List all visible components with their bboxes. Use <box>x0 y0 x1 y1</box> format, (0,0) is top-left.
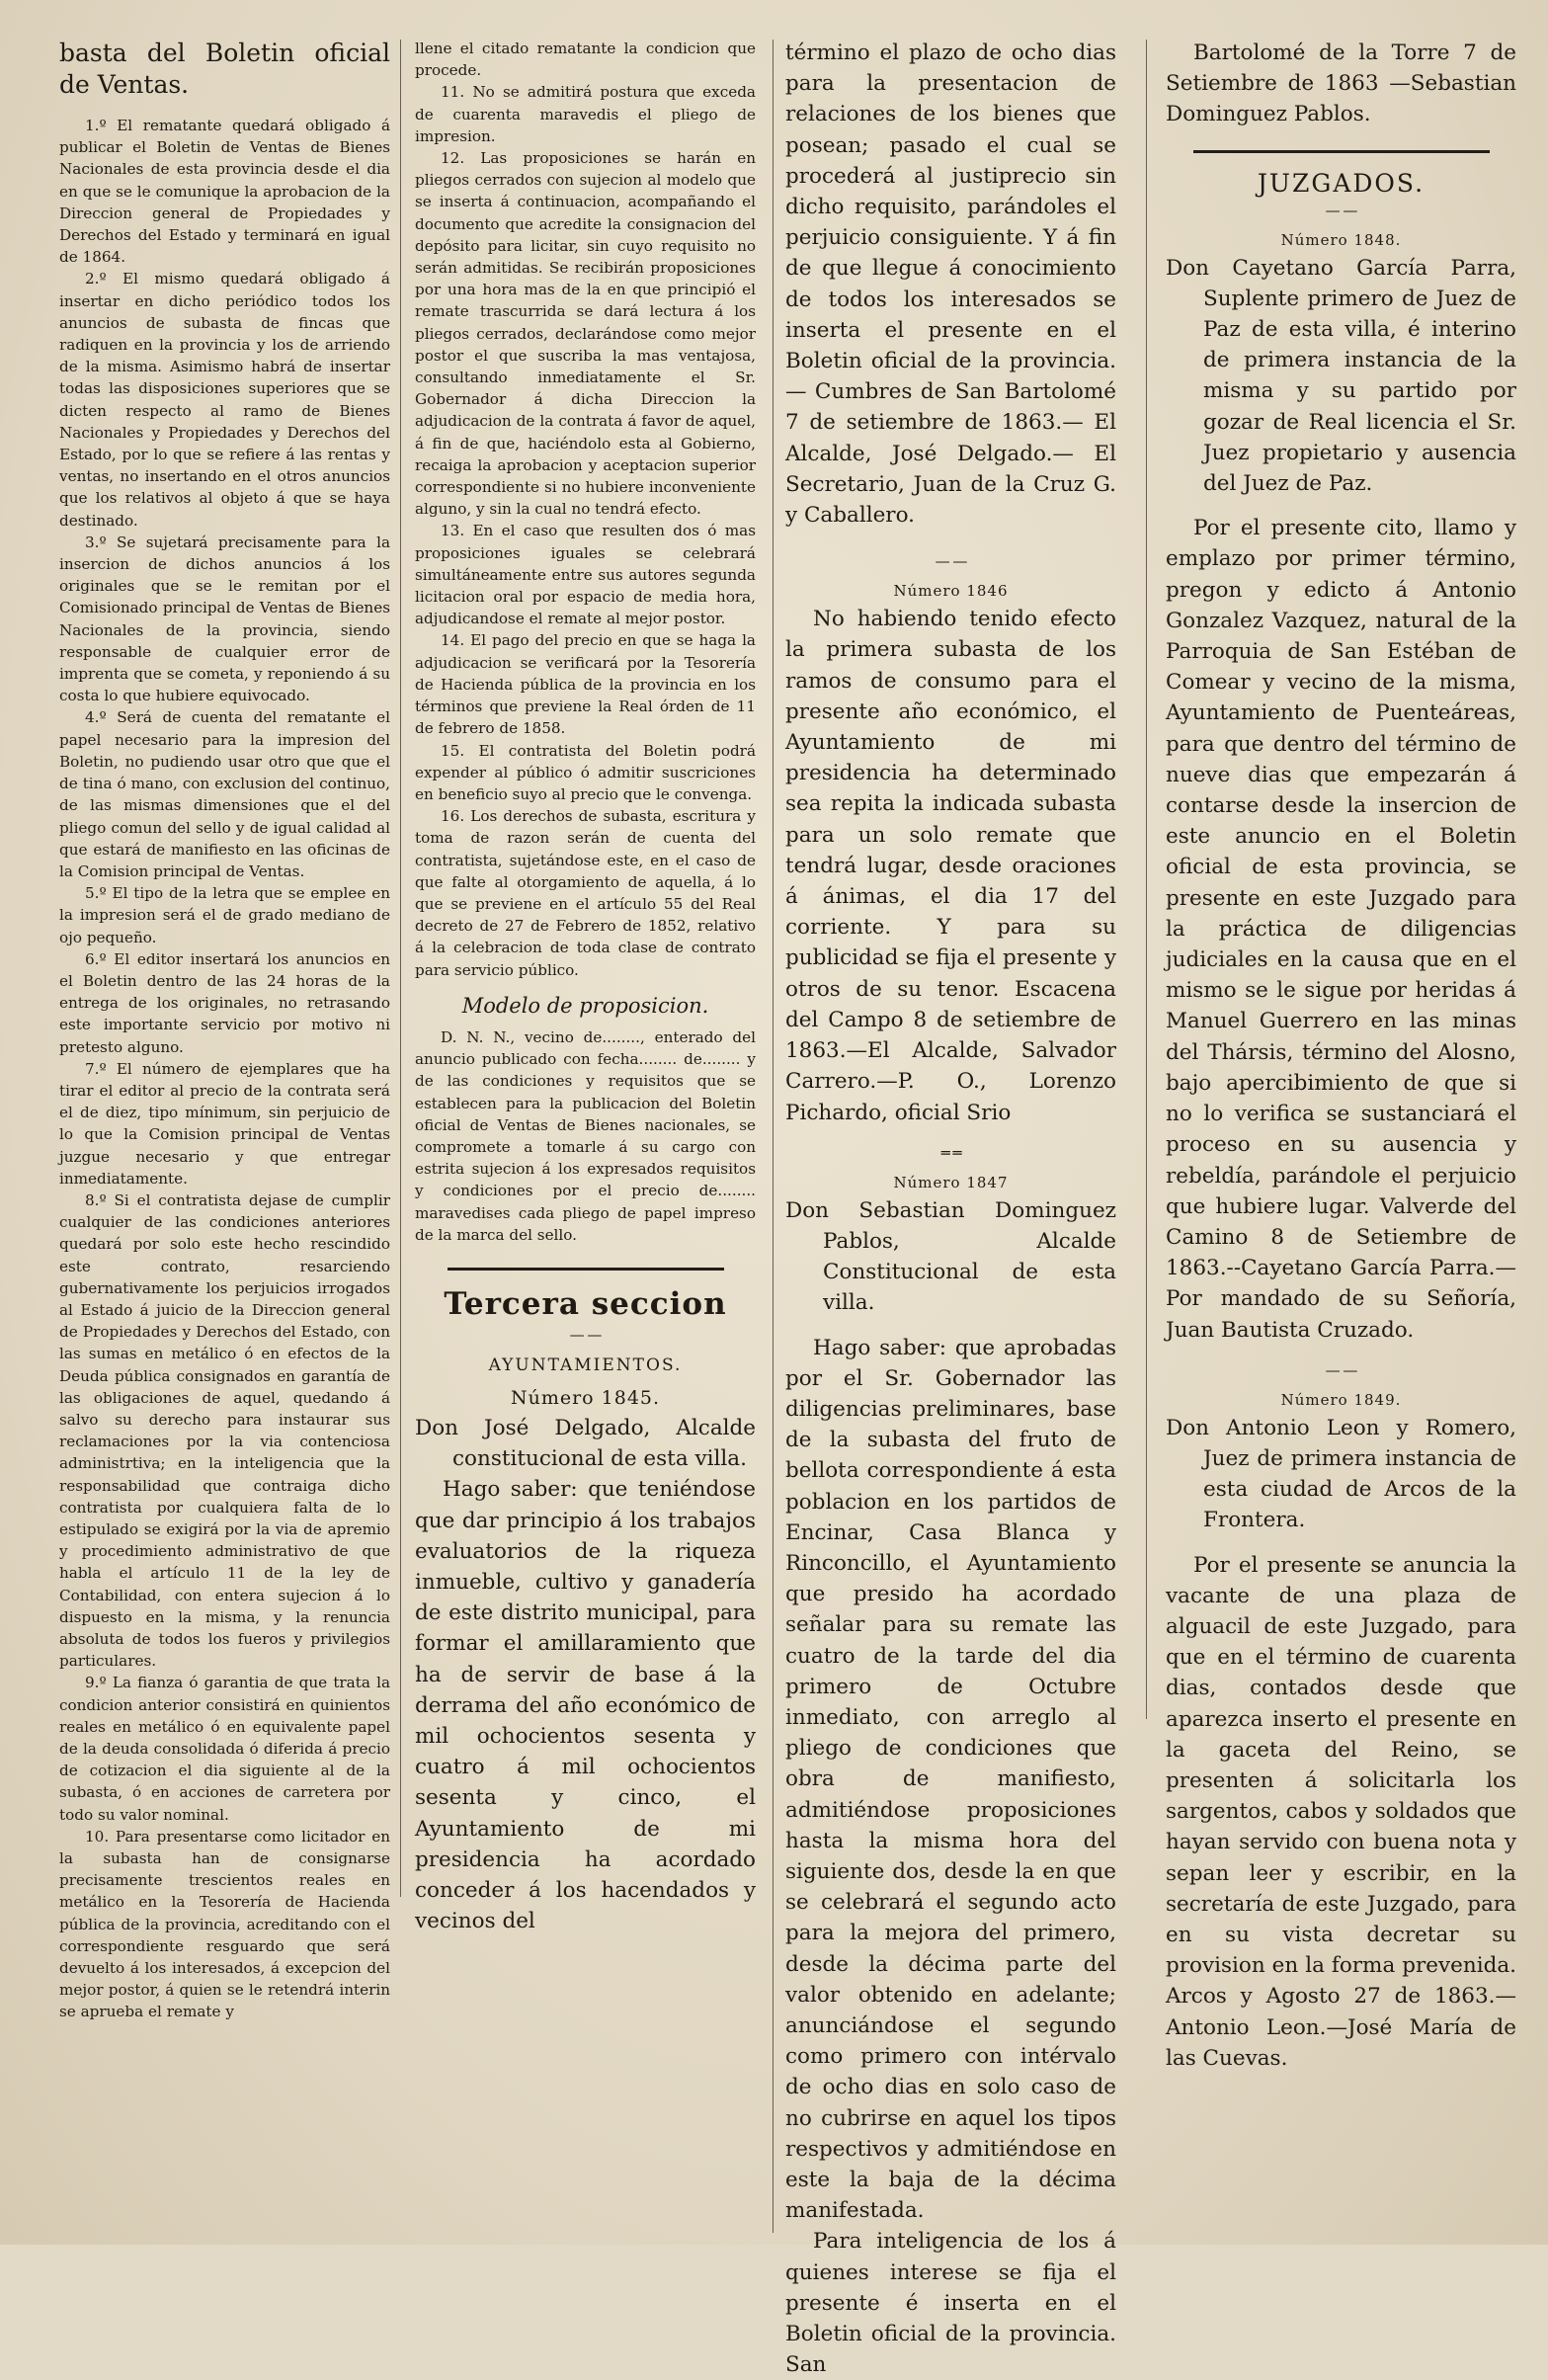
condition-10: 10. Para presentarse como licitador en la subasta han de consignarse precisamente trescientos reales en metálico en la Tesorería de Hacienda pública de la provincia, acreditando con el correspondiente resguardo que será devuelto á los interesados, á excepcion del mejor postor, á quien se le retendrá interin se aprueba el remate y <box>59 1827 390 2021</box>
condition-16: 16. Los derechos de subasta, escritura y toma de razon serán de cuenta del contratista, sujetándose este, en el caso de que falte al otorgamiento de aquella, á lo que se previene en el artículo 55 del Real decreto de 27 de Febrero de 1852, relativo á la celebracion de toda clase de contrato para servicio público. <box>415 807 756 979</box>
condition-2: 2.º El mismo quedará obligado á insertar en dicho periódico todos los anuncios de subasta de fincas que radiquen en la provincia y los de arriendo de la misma. Asimismo habrá de insertar todas las disposiciones superiores que se dicten respecto al ramo de Bienes Nacionales y Propiedades y Derechos del Estado, por lo que se refiere á las rentas y ventas, no insertando en el otros anuncios que los relativos al objeto á que se haya destinado. <box>59 270 390 530</box>
notice-number: Número 1849. <box>1280 1390 1402 1409</box>
section-rule <box>448 1268 724 1271</box>
column-rule <box>773 40 774 2233</box>
column-1 <box>59 38 390 2235</box>
dash-ornament: — — <box>1325 1360 1357 1379</box>
section-title: Tercera seccion <box>444 1285 727 1322</box>
notice-body: No habiendo tenido efecto la primera subasta de los ramos de consumo para el presente año económico, el Ayuntamiento de mi presidencia ha determinado sea repita la indicada subasta para un solo remate que tendrá lugar, desde oraciones á ánimas, el dia 17 del corriente. Y para su publicidad se fija el presente y otros de su tenor. Escacena del Campo 8 de setiembre de 1863.—El Alcalde, Salvador Carrero.—P. O., Lorenzo Pichardo, oficial Srio <box>785 607 1116 1125</box>
column-4 <box>1166 38 1516 2235</box>
dash-ornament: — — <box>569 1325 602 1344</box>
notice-header: Don Antonio Leon y Romero, Juez de primera instancia de esta ciudad de Arcos de la Frontera. <box>1166 1415 1516 1533</box>
condition-3: 3.º Se sujetará precisamente para la insercion de dichos anuncios á los originales que se le remitan por el Comisionado principal de Ventas de Bienes Nacionales de la provincia, siendo responsable de cualquier error de imprenta que se cometa, y reponiendo á su costa lo que hubiere equivocado. <box>59 533 390 705</box>
condition-8: 8.º Si el contratista dejase de cumplir cualquier de las condiciones anteriores quedará por solo este hecho rescindido este contrato, resarciendo gubernativamente los perjuicios irrogados al Estado á juicio de la Direccion general de Propiedades y Derechos del Estado, con las sumas en metálico ó en efectos de la Deuda pública consignados en garantía de las obligaciones de aquel, quedando á salvo su derecho para instaurar sus reclamaciones por la via contenciosa administrtiva; en la inteligencia que la responsabilidad que contraiga dicho contratista por cualquiera falta de lo estipulado se exigirá por la via de apremio y procedimiento administrativo de que habla el artículo 11 de la ley de Contabilidad, con entera sujecion á lo dispuesto en la misma, y la renuncia absoluta de todos los fueros y privilegios particulares. <box>59 1190 390 1671</box>
condition-12: 12. Las proposiciones se harán en pliegos cerrados con sujecion al modelo que se inserta á continuacion, acompañando el documento que acredite la consignacion del depósito para licitar, sin cuyo requisito no serán admitidas. Se recibirán proposiciones por una hora mas de la en que principió el remate trascurrida se dará lectura á los pliegos cerrados, declarándose como mejor postor el que suscriba la mas ventajosa, consultando inmediatamente el Sr. Gobernador á dicha Direccion la adjudicacion de la contrata á favor de aquel, á fin de que, haciéndolo esta al Gobierno, recaiga la aprobacion y aceptacion superior correspondiente si no hubiere inconveniente alguno, y sin la cual no tendrá efecto. <box>415 149 756 519</box>
section-title: JUZGADOS. <box>1257 168 1426 198</box>
notice-number: Número 1846 <box>893 582 1009 601</box>
notice-number: Número 1848. <box>1280 230 1402 249</box>
notice-header: Don José Delgado, Alcalde constitucional de esta villa. <box>415 1415 756 1472</box>
column-2 <box>415 38 756 2235</box>
condition-11: 11. No se admitirá postura que exceda de cuarenta maravedis el pliego de impresion. <box>415 83 756 145</box>
condition-6: 6.º El editor insertará los anuncios en el Boletin dentro de las 24 horas de la entrega de los originales, no retrasando este importante servicio por motivo ni pretesto alguno. <box>59 949 390 1056</box>
modelo-heading: Modelo de proposicion. <box>461 993 709 1018</box>
notice-number: Número 1847 <box>893 1173 1009 1191</box>
notice-body: Por el presente cito, llamo y emplazo por primer término, pregon y edicto á Antonio Gonzalez Vazquez, natural de la Parroquia de San Estéban de Comear y vecino de la misma, Ayuntamiento de Puenteáreas, para que dentro del término de nueve dias que empezarán á contarse desde la insercion de este anuncio en el Boletin oficial de esta provincia, se presente en este Juzgado para la práctica de diligencias judiciales en la causa que en el mismo se le sigue por heridas á Manuel Guerrero en las minas del Thársis, término del Alosno, bajo apercibimiento de que si no lo verifica se sustanciará el proceso en su ausencia y rebeldía, parándole el perjuicio que hubiere lugar. Valverde del Camino 8 de Setiembre de 1863.--Cayetano García Parra.—Por mandado de su Señoría, Juan Bautista Cruzado. <box>1166 516 1516 1343</box>
section-subtitle: AYUNTAMIENTOS. <box>488 1354 683 1375</box>
dash-ornament: — — <box>1325 201 1357 219</box>
modelo-text: D. N. N., vecino de........, enterado del anuncio publicado con fecha........ de........ y de las condiciones y requisitos que se establecen para la publicacion del Boletin oficial de Ventas de Bienes nacionales, se compromete a tomarle á su cargo con estrita sujecion á los expresados requisitos y condiciones por el precio de........ maravedises cada pliego de papel impreso de la marca del sello. <box>415 1027 756 1244</box>
notice-continuation: término el plazo de ocho dias para la presentacion de relaciones de los bienes que posean; pasado el cual se procederá al justiprecio sin dicho requisito, parándoles el perjuicio consiguiente. Y á fin de que llegue á conocimiento de todos los interesados se inserta el presente en el Boletin oficial de la provincia.— Cumbres de San Bartolomé 7 de setiembre de 1863.— El Alcalde, José Delgado.— El Secretario, Juan de la Cruz G. y Caballero. <box>785 41 1116 529</box>
column-rule <box>400 40 401 1897</box>
notice-continuation: Bartolomé de la Torre 7 de Setiembre de 1863 —Sebastian Dominguez Pablos. <box>1166 41 1516 127</box>
section-rule <box>1193 150 1490 153</box>
condition-13: 13. En el caso que resulten dos ó mas proposiciones iguales se celebrará simultáneamente entre sus autores segunda licitacion oral por espacio de media hora, adjudicandose el remate al mejor postor. <box>415 522 756 628</box>
notice-header: Don Cayetano García Parra, Suplente primero de Juez de Paz de esta villa, é interino de primera instancia de la misma y su partido por gozar de Real licencia el Sr. Juez propietario y ausencia del Juez de Paz. <box>1166 255 1516 497</box>
condition-7: 7.º El número de ejemplares que ha tirar el editor al precio de la contrata será el de diez, tipo mínimum, sin perjuicio de lo que la Comision principal de Ventas juzgue necesario y que entregar inmediatamente. <box>59 1059 390 1188</box>
condition-9: 9.º La fianza ó garantia de que trata la condicion anterior consistirá en quinientos reales en metálico ó en equivalente papel de la deuda consolidada ó diferida á precio de cotizacion el dia siguiente al de la subasta, ó en acciones de carretera por todo su valor nominal. <box>59 1674 390 1824</box>
notice-body: Por el presente se anuncia la vacante de una plaza de alguacil de este Juzgado, para que en el término de cuarenta dias, contados desde que aparezca inserto el presente en la gaceta del Reino, se presenten á solicitarla los sargentos, cabos y soldados que hayan servido con buena nota y sepan leer y escribir, en la secretaría de este Juzgado, para en su vista decretar su provision en la forma prevenida. Arcos y Agosto 27 de 1863.—Antonio Leon.—José María de las Cuevas. <box>1166 1552 1516 2071</box>
intro-text: basta del Boletin oficial de Ventas. <box>59 39 390 99</box>
notice-body: Para inteligencia de los á quienes interese se fija el presente é inserta en el Boletin oficial de la provincia. San <box>785 2229 1116 2378</box>
dash-ornament: ═ ═ <box>940 1143 961 1162</box>
condition-15: 15. El contratista del Boletin podrá expender al público ó admitir suscriciones en beneficio suyo al precio que le convenga. <box>415 741 756 803</box>
condition-4: 4.º Será de cuenta del rematante el papel necesario para la impresion del Boletin, no pudiendo usar otro que que el de tina ó mano, con exclusion del continuo, de las mismas dimensiones que el del pliego comun del sello y de igual calidad al que estará de manifiesto en las oficinas de la Comision principal de Ventas. <box>59 708 390 880</box>
continuation-text: llene el citado rematante la condicion que procede. <box>415 40 756 80</box>
dash-ornament: — — <box>935 552 967 571</box>
condition-5: 5.º El tipo de la letra que se emplee en la impresion será el de grado mediano de ojo pequeño. <box>59 884 390 946</box>
notice-header: Don Sebastian Dominguez Pablos, Alcalde Constitucional de esta villa. <box>785 1197 1116 1316</box>
notice-number: Número 1845. <box>510 1386 661 1409</box>
notice-body: Hago saber: que teniéndose que dar principio á los trabajos evaluatorios de la riqueza inmueble, cultivo y ganadería de este distrito municipal, para formar el amillaramiento que ha de servir de base á la derrama del año económico de mil ochocientos sesenta y cuatro á mil ochocientos sesenta y cinco, el Ayuntamiento de mi presidencia ha acordado conceder á los hacendados y vecinos del <box>415 1477 756 1934</box>
column-rule <box>1146 40 1147 1719</box>
condition-14: 14. El pago del precio en que se haga la adjudicacion se verificará por la Tesorería de Hacienda pública de la provincia en los términos que previene la Real órden de 11 de febrero de 1858. <box>415 631 756 738</box>
column-3 <box>785 38 1116 2378</box>
notice-body: Hago saber: que aprobadas por el Sr. Gobernador las diligencias preliminares, base de la subasta del fruto de bellota correspondiente á esta poblacion en los partidos de Encinar, Casa Blanca y Rinconcillo, el Ayuntamiento que presido ha acordado señalar para su remate las cuatro de la tarde del dia primero de Octubre inmediato, con arreglo al pliego de condiciones que obra de manifiesto, admitiéndose proposiciones hasta la misma hora del siguiente dos, desde la en que se celebrará el segundo acto para la mejora del primero, desde la décima parte del valor obtenido en adelante; anunciándose el segundo como primero con intérvalo de ocho dias en solo caso de no cubrirse en aquel los tipos respectivos y admitiéndose en este la baja de la décima manifestada. <box>785 1335 1116 2224</box>
condition-1: 1.º El rematante quedará obligado á publicar el Boletin de Ventas de Bienes Nacionales de esta provincia desde el dia en que se le comunique la aprobacion de la Direccion general de Propiedades y Derechos del Estado y terminará en igual de 1864. <box>59 117 390 267</box>
